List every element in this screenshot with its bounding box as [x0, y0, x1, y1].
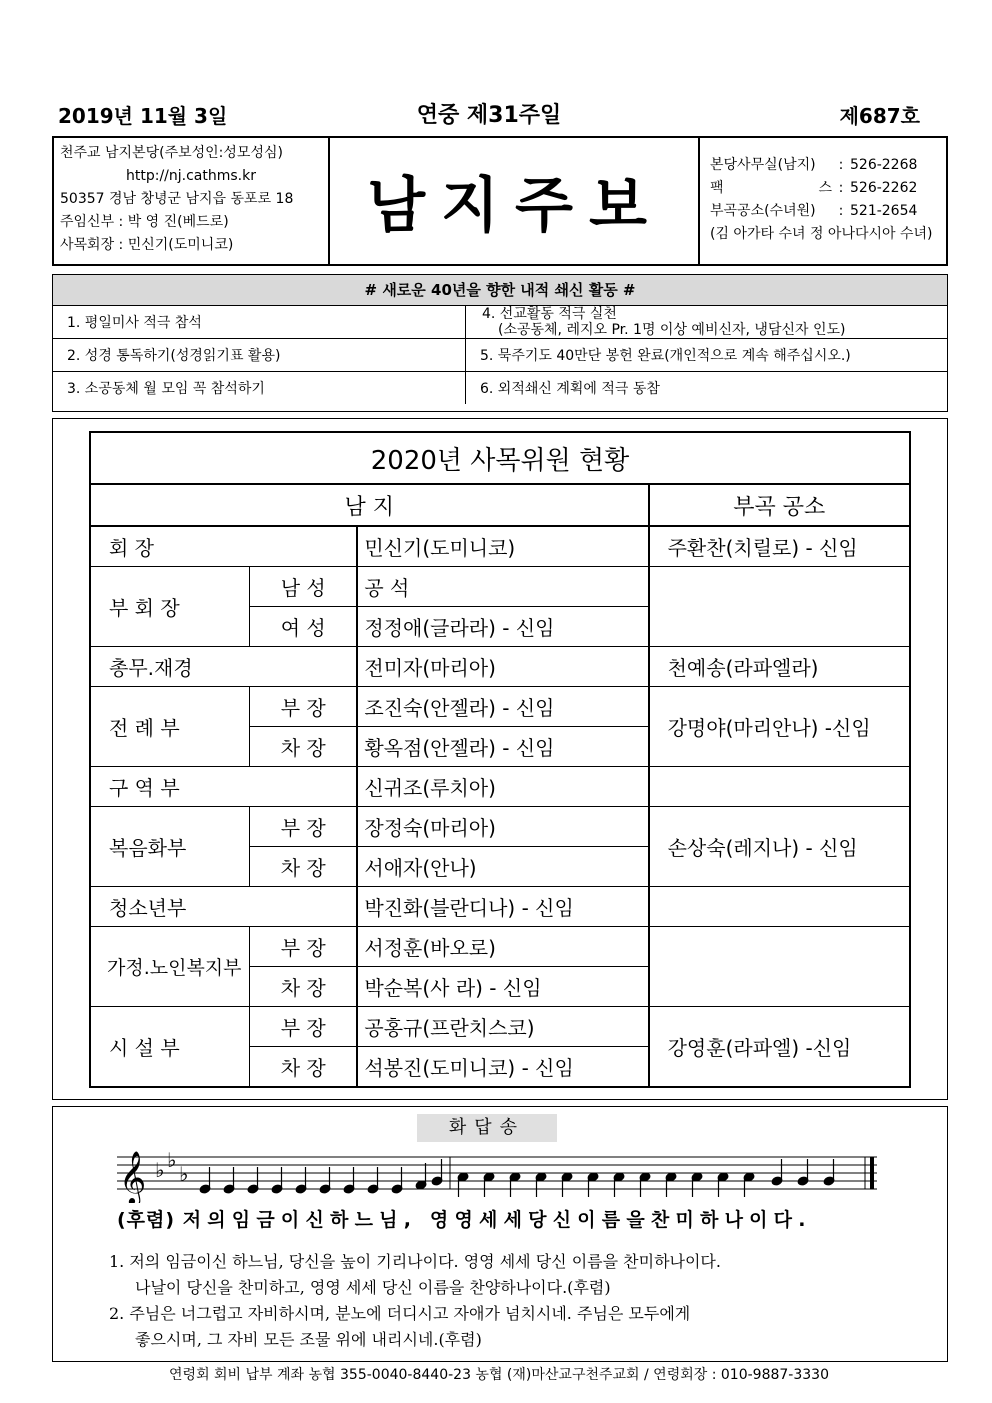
council-president: 사목회장 : 민신기(도미니코): [60, 237, 234, 253]
committee-title: 2020년 사목위원 현황: [90, 432, 910, 484]
renewal-activities: [52, 274, 948, 412]
fax-number: 526-2262: [850, 180, 918, 196]
table-row: 차 장 황옥점(안젤라) - 신임: [90, 727, 910, 767]
table-row: 차 장 석봉진(도미니코) - 신임: [90, 1047, 910, 1088]
table-row: 회 장 민신기(도미니코) 주환찬(치릴로) - 신임: [90, 526, 910, 567]
renewal-item-6: 6. 외적쇄신 계획에 적극 동참: [466, 372, 948, 405]
parish-website[interactable]: http://nj.cathms.kr: [126, 168, 256, 184]
verse-2-line-2: 좋으시며, 그 자비 모든 조물 위에 내리시네.(후렴): [135, 1330, 482, 1349]
renewal-table: [53, 306, 947, 404]
bulletin-title: 남지주보: [332, 138, 700, 264]
music-staff: [117, 1147, 877, 1203]
table-row: 전 례 부 부 장 조진숙(안젤라) - 신임 강명야(마리안나) -신임: [90, 687, 910, 727]
flat-sign-icon: [155, 1148, 188, 1186]
refrain-text: 저의임금이신하느님, 영영세세당신이름을찬미하나이다.: [182, 1209, 812, 1231]
parish-info: [54, 138, 330, 264]
renewal-item-1: 1. 평일미사 적극 참석: [53, 306, 466, 339]
column-bugok: 부곡 공소: [649, 484, 910, 526]
table-row: 가정.노인복지부 부 장 서정훈(바오로): [90, 927, 910, 967]
committee-table: [89, 431, 911, 1088]
table-row: 시 설 부 부 장 공홍규(프란치스코) 강영훈(라파엘) -신임: [90, 1007, 910, 1047]
responsorial-psalm: [52, 1106, 948, 1362]
table-row: 총무.재경 전미자(마리아) 천예송(라파엘라): [90, 647, 910, 687]
refrain-label: (후렴): [117, 1209, 176, 1231]
masthead: [52, 136, 948, 266]
issue-number: 제687호: [839, 104, 920, 128]
verse-1-line-2: 나날이 당신을 찬미하고, 영영 세세 당신 이름을 찬양하나이다.(후렴): [135, 1278, 611, 1297]
table-row: 구 역 부 신귀조(루치아): [90, 767, 910, 807]
fax-row: 팩 스 : 526-2262: [710, 177, 946, 200]
table-row: 여 성 정정애(글라라) - 신임: [90, 607, 910, 647]
pastor-name: 주임신부 : 박 영 진(베드로): [60, 214, 229, 230]
contact-info: [702, 138, 946, 264]
verse-2-line-1: 2. 주님은 너그럽고 자비하시며, 분노에 더디시고 자애가 넘치시네. 주님은 모두에게: [109, 1304, 691, 1323]
renewal-title: # 새로운 40년을 향한 내적 쇄신 활동 #: [53, 275, 947, 306]
renewal-item-5: 5. 묵주기도 40만단 봉헌 완료(개인적으로 계속 해주십시오.): [466, 339, 948, 372]
bugok-phone: 521-2654: [850, 203, 918, 219]
table-row: 차 장 서애자(안나): [90, 847, 910, 887]
svg-text:♭: ♭: [167, 1148, 177, 1172]
renewal-item-2: 2. 성경 통독하기(성경읽기표 활용): [53, 339, 466, 372]
treble-clef-icon: 𝄞: [119, 1150, 147, 1203]
parish-address: 50357 경남 창녕군 남지읍 동포로 18: [60, 191, 294, 207]
office-phone-row: 본당사무실(남지) : 526-2268: [710, 154, 946, 177]
psalm-title: 화답송: [417, 1114, 557, 1142]
table-row: 청소년부 박진화(블란디나) - 신임: [90, 887, 910, 927]
liturgical-sunday: 연중 제31주일: [416, 103, 562, 128]
sisters-names: (김 아가타 수녀 정 아나다시아 수녀): [710, 226, 933, 242]
verse-1-line-1: 1. 저의 임금이신 하느님, 당신을 높이 기리나이다. 영영 세세 당신 이름을 찬미하나이다.: [109, 1252, 721, 1271]
svg-text:♭: ♭: [155, 1158, 165, 1182]
bugok-phone-row: 부곡공소(수녀원) : 521-2654: [710, 200, 946, 223]
office-phone: 526-2268: [850, 157, 918, 173]
psalm-verses: [109, 1249, 939, 1353]
committee-section: [52, 418, 948, 1100]
renewal-item-3: 3. 소공동체 월 모임 꼭 참석하기: [53, 372, 466, 405]
renewal-item-4: 4. 선교활동 적극 실천 (소공동체, 레지오 Pr. 1명 이상 예비신자, 냉담신자 인도): [482, 306, 846, 338]
issue-date: 2019년 11월 3일: [58, 104, 228, 128]
table-row: 복음화부 부 장 장정숙(마리아) 손상숙(레지나) - 신임: [90, 807, 910, 847]
svg-text:♭: ♭: [179, 1162, 189, 1186]
table-row: 부 회 장 남 성 공 석: [90, 567, 910, 607]
parish-name: 천주교 남지본당(주보성인:성모성심): [60, 145, 283, 161]
psalm-refrain: [117, 1205, 812, 1232]
footer-account-info: 연령회 회비 납부 계좌 농협 355-0040-8440-23 농협 (재)마산교구천주교회 / 연령회장 : 010-9887-3330: [169, 1367, 829, 1383]
issue-header: [58, 100, 920, 134]
table-row: 차 장 박순복(사 라) - 신임: [90, 967, 910, 1007]
column-namji: 남 지: [90, 484, 649, 526]
